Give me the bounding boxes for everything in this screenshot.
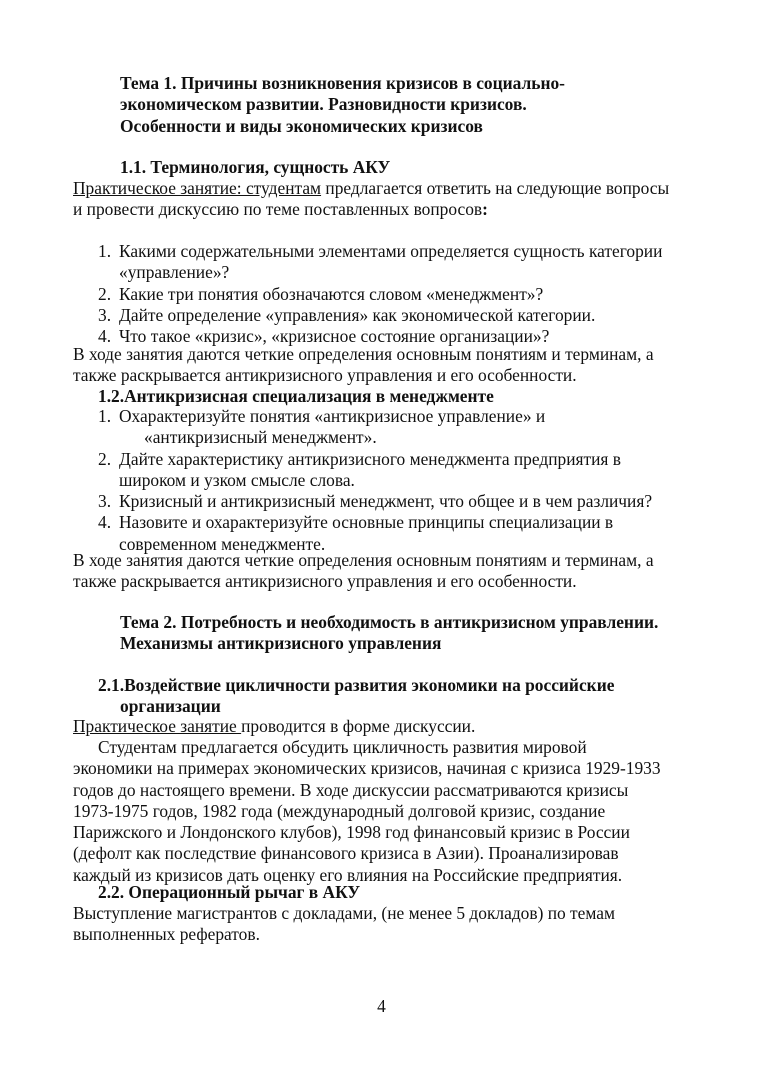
theme2-title <box>120 612 658 655</box>
practical-lesson-label: Практическое занятие: студентам <box>73 178 322 198</box>
intro-text: предлагается ответить на следующие вопросы <box>321 178 670 198</box>
list-item <box>73 512 652 555</box>
list-item <box>73 305 662 326</box>
theme2-title-line: Механизмы антикризисного управления <box>120 633 442 654</box>
page-number: 4 <box>377 996 386 1016</box>
paragraph-line: годов до настоящего времени. В ходе дискуссии рассматриваются кризисы <box>73 779 629 800</box>
section-2-1-heading-line: организации <box>120 696 221 717</box>
list-item-number: 4. <box>98 326 112 347</box>
section-1-1-closing <box>73 344 654 387</box>
list-item-text: Дайте определение «управления» как экономической категории. <box>119 304 596 325</box>
paragraph-line: выполненных рефератов. <box>73 924 260 945</box>
list-item-text: современном менеджменте. <box>119 533 326 554</box>
paragraph-line: 1973-1975 годов, 1982 года (международный долговой кризис, создание <box>73 800 606 821</box>
list-item-text: широком и узком смысле слова. <box>119 469 355 490</box>
section-2-2-heading: 2.2. Операционный рычаг в АКУ <box>98 882 361 902</box>
section-2-1-intro <box>73 716 475 737</box>
section-2-1-heading-line: 2.1.Воздействие цикличности развития экономики на российские <box>98 675 615 695</box>
paragraph-line: В ходе занятия даются четкие определения основным понятиям и терминам, а <box>73 550 654 570</box>
section-1-2-question-list <box>73 406 652 555</box>
list-item-text: «антикризисный менеджмент». <box>144 427 377 448</box>
list-item-text: Какие три понятия обозначаются словом «менеджмент»? <box>119 283 544 304</box>
section-2-2-paragraph <box>73 903 615 946</box>
theme1-title <box>120 73 565 137</box>
section-2-1-paragraph <box>73 737 661 886</box>
section-2-1-heading <box>98 675 614 718</box>
theme2-title-line: Тема 2. Потребность и необходимость в антикризисном управлении. <box>120 612 659 632</box>
list-item <box>73 449 652 492</box>
section-1-1-question-list <box>73 241 662 347</box>
list-item-number: 2. <box>98 283 112 304</box>
list-item-text: Назовите и охарактеризуйте основные принципы специализации в <box>119 512 614 533</box>
list-item-text: Какими содержательными элементами определяется сущность категории <box>119 241 663 261</box>
section-1-1-intro <box>73 178 669 221</box>
paragraph-line: Выступление магистрантов с докладами, (не менее 5 докладов) по темам <box>73 903 615 923</box>
intro-text: проводится в форме дискуссии. <box>241 716 476 736</box>
paragraph-line: также раскрывается антикризисного управления и его особенности. <box>73 571 577 592</box>
paragraph-line: каждый из кризисов дать оценку его влияния на Российские предприятия. <box>73 864 623 885</box>
list-item-text: Охарактеризуйте понятия «антикризисное управление» и <box>119 406 546 426</box>
list-item-text: Что такое «кризис», «кризисное состояние организации»? <box>119 326 550 347</box>
paragraph-line: Парижского и Лондонского клубов), 1998 год финансовый кризис в России <box>73 822 630 843</box>
list-item <box>73 406 652 449</box>
list-item-number: 4. <box>98 512 112 533</box>
intro-colon: : <box>482 199 488 220</box>
paragraph-line: экономики на примерах экономических кризисов, начиная с кризиса 1929-1933 <box>73 758 661 779</box>
theme1-title-line: Тема 1. Причины возникновения кризисов в социально- <box>120 73 565 93</box>
list-item-number: 2. <box>98 448 112 469</box>
list-item-number: 3. <box>98 491 112 512</box>
section-1-1-heading: 1.1. Терминология, сущность АКУ <box>120 157 391 177</box>
list-item-number: 3. <box>98 304 112 325</box>
theme1-title-line: Особенности и виды экономических кризисов <box>120 115 483 136</box>
list-item <box>73 241 662 284</box>
section-1-1-intro-line <box>73 178 669 199</box>
paragraph-line: (дефолт как последствие финансового кризиса в Азии). Проанализировав <box>73 843 619 864</box>
list-item-number: 1. <box>98 406 112 426</box>
list-item <box>73 284 662 305</box>
list-item-text: Дайте характеристику антикризисного менеджмента предприятия в <box>119 448 621 469</box>
list-item-text: Кризисный и антикризисный менеджмент, что общее и в чем различия? <box>119 491 653 512</box>
paragraph-line: Студентам предлагается обсудить цикличность развития мировой <box>98 737 587 757</box>
intro-text: и провести дискуссию по теме поставленных вопросов <box>73 199 483 220</box>
paragraph-line: В ходе занятия даются четкие определения основным понятиям и терминам, а <box>73 344 654 364</box>
section-1-2-closing <box>73 550 654 593</box>
list-item-text: «управление»? <box>119 262 230 283</box>
list-item-number: 1. <box>98 241 112 261</box>
theme1-title-line: экономическом развитии. Разновидности кризисов. <box>120 94 527 115</box>
section-1-1-intro-line <box>73 199 669 220</box>
practical-lesson-label: Практическое занятие <box>73 716 242 736</box>
list-item <box>73 491 652 512</box>
paragraph-line: также раскрывается антикризисного управления и его особенности. <box>73 365 577 386</box>
section-1-2-heading: 1.2.Антикризисная специализация в менеджменте <box>98 386 494 406</box>
